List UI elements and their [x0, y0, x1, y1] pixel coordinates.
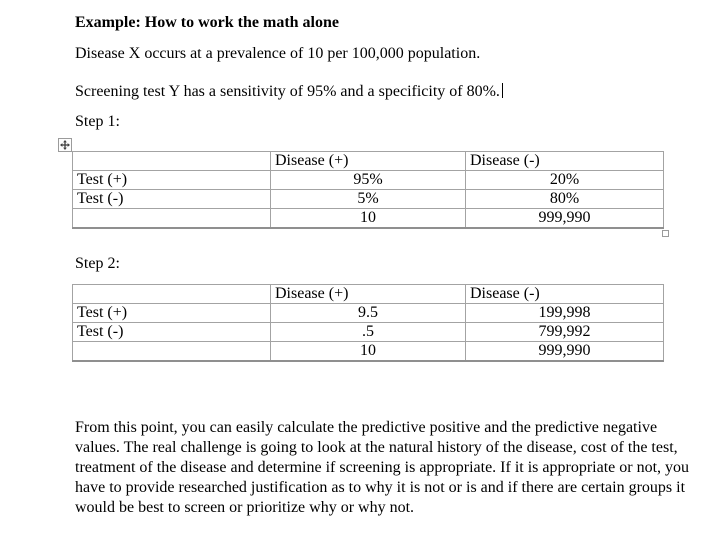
table-cell[interactable]: 95%: [271, 171, 466, 190]
table-row: [73, 285, 664, 304]
table-cell[interactable]: 999,990: [466, 209, 664, 229]
paragraph-line: treatment of the disease and determine if screening is appropriate. If it is appropriate or not, you: [75, 459, 690, 476]
table-header-cell[interactable]: [73, 152, 271, 171]
paragraph-line: have to provide researched justification as to why it is not or is and if there are certain groups it: [75, 479, 686, 496]
paragraph-line: would be best to screen or prioritize why or why not.: [75, 499, 415, 516]
move-cross-icon: [60, 140, 70, 150]
table-cell[interactable]: Test (-): [73, 190, 271, 209]
table-header-cell[interactable]: Disease (+): [271, 152, 466, 171]
table-cell[interactable]: 20%: [466, 171, 664, 190]
table-cell[interactable]: 10: [271, 342, 466, 362]
table-cell[interactable]: 199,998: [466, 304, 664, 323]
table-row: [73, 171, 664, 190]
table-row: [73, 152, 664, 171]
step2-table: [72, 284, 664, 362]
text-cursor: [502, 83, 503, 98]
step1-table: [72, 151, 664, 229]
prevalence-text[interactable]: Disease X occurs at a prevalence of 10 per 100,000 population.: [75, 45, 481, 62]
table-cell[interactable]: Test (+): [73, 171, 271, 190]
table-header-cell[interactable]: Disease (-): [466, 152, 664, 171]
table-cell[interactable]: Test (+): [73, 304, 271, 323]
step1-label: Step 1:: [75, 113, 120, 130]
table-move-handle[interactable]: [58, 138, 72, 152]
table-header-cell[interactable]: [73, 285, 271, 304]
table-cell[interactable]: 80%: [466, 190, 664, 209]
table-resize-handle[interactable]: [662, 230, 669, 237]
table-cell[interactable]: 5%: [271, 190, 466, 209]
table-cell[interactable]: 10: [271, 209, 466, 229]
paragraph-line: From this point, you can easily calculate the predictive positive and the predictive negative: [75, 419, 658, 436]
table-row: [73, 190, 664, 209]
table-header-cell[interactable]: Disease (+): [271, 285, 466, 304]
document-title: Example: How to work the math alone: [75, 14, 339, 31]
table-cell[interactable]: .5: [271, 323, 466, 342]
table-header-cell[interactable]: Disease (-): [466, 285, 664, 304]
table-row: [73, 304, 664, 323]
screening-text-content: Screening test Y has a sensitivity of 95% and a specificity of 80%.: [75, 83, 500, 100]
screening-text[interactable]: [75, 82, 503, 102]
table-cell[interactable]: 999,990: [466, 342, 664, 362]
table-cell[interactable]: Test (-): [73, 323, 271, 342]
table-cell[interactable]: 799,992: [466, 323, 664, 342]
table-cell[interactable]: 9.5: [271, 304, 466, 323]
paragraph-line: values. The real challenge is going to look at the natural history of the disease, cost of the test,: [75, 439, 678, 456]
table-row: [73, 209, 664, 229]
table-cell[interactable]: [73, 209, 271, 229]
table-row: [73, 342, 664, 362]
step2-label: Step 2:: [75, 255, 120, 272]
closing-paragraph[interactable]: [75, 418, 689, 518]
table-cell[interactable]: [73, 342, 271, 362]
table-row: [73, 323, 664, 342]
